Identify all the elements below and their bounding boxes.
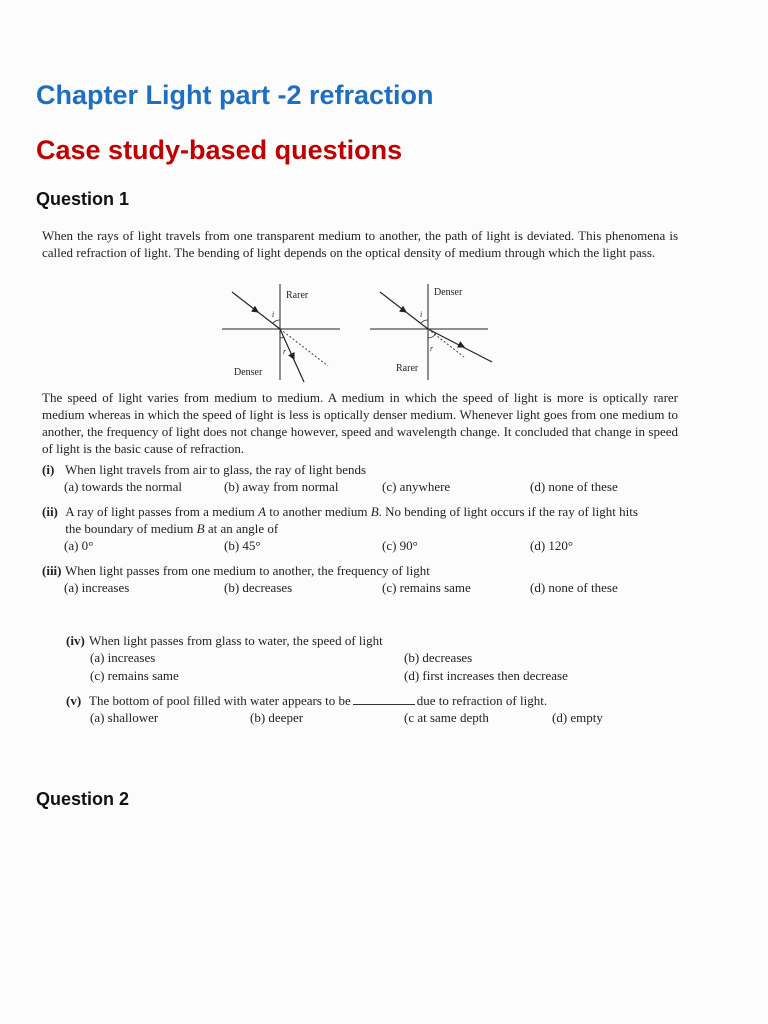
label-incidence-angle: i [272,310,275,319]
option-c[interactable]: (c) remains same [90,668,179,683]
question-2-heading: Question 2 [36,789,130,809]
question-text: A ray of light passes from a medium A to another medium B. No bending of light occurs if the ray of light hits the boundary of medium B at an angle of [65,504,638,536]
option-a[interactable]: (a) increases [64,580,130,595]
option-c[interactable]: (c) 90° [382,538,418,553]
option-b[interactable]: (b) deeper [250,710,304,725]
option-b[interactable]: (b) decreases [404,650,473,665]
option-d[interactable]: (d) none of these [530,479,618,494]
option-c[interactable]: (c) remains same [382,580,471,595]
option-d[interactable]: (d) 120° [530,538,574,553]
options-row [42,537,682,555]
question-number: (iv) [66,633,85,648]
question-number: (i) [42,462,55,477]
question-number: (v) [66,693,82,708]
diagram-denser-to-rarer [370,284,492,380]
question-1-heading: Question 1 [36,189,130,209]
options-row [42,478,682,496]
option-b[interactable]: (b) decreases [224,580,293,595]
option-c[interactable]: (c) anywhere [382,479,451,494]
option-d[interactable]: (d) empty [552,710,603,725]
label-refraction-angle: r [283,347,287,356]
speed-paragraph: The speed of light varies from medium to medium. A medium in which the speed of light is more is optically rarer medium whereas in which the speed of light is less is optically denser medium. Whenever light goes from one medium to another, the frequency of light does not change however, speed and wavelength change. It concluded that change in speed of light is the basic cause of refraction. [42,390,678,456]
question-iii [42,562,682,597]
question-text: When light passes from one medium to another, the frequency of light [65,563,430,578]
question-text: When light travels from air to glass, the ray of light bends [65,462,367,477]
label-refraction-angle: r [430,344,434,353]
label-rarer-bottom: Rarer [396,363,419,374]
question-ii [42,503,682,555]
options-row [66,649,666,667]
question-text: When light passes from glass to water, the speed of light [89,633,383,648]
question-number: (iii) [42,563,62,578]
question-i [42,461,682,496]
option-a[interactable]: (a) increases [90,650,156,665]
options-row [66,709,666,727]
label-denser-bottom: Denser [234,367,263,378]
label-incidence-angle: i [420,310,423,319]
option-b[interactable]: (b) away from normal [224,479,339,494]
diagram-rarer-to-denser [222,284,340,382]
question-text-start: The bottom of pool filled with water appears to be [89,693,351,708]
answer-blank [353,693,415,705]
option-a[interactable]: (a) shallower [90,710,159,725]
option-b[interactable]: (b) 45° [224,538,261,553]
option-a[interactable]: (a) 0° [64,538,94,553]
option-a[interactable]: (a) towards the normal [64,479,183,494]
option-d[interactable]: (d) none of these [530,580,618,595]
label-denser-top: Denser [434,287,463,298]
question-iv [66,632,666,685]
refraction-diagram [220,282,500,382]
section-title: Case study-based questions [36,135,403,165]
chapter-title: Chapter Light part -2 refraction [36,80,434,110]
question-number: (ii) [42,504,58,519]
intro-paragraph: When the rays of light travels from one transparent medium to another, the path of light is deviated. This phenomena is called refraction of light. The bending of light depends on the optical density of medium through which the light pass. [42,228,678,260]
option-d[interactable]: (d) first increases then decrease [404,668,568,683]
options-row [42,579,682,597]
options-row [66,667,666,685]
question-text-end: due to refraction of light. [416,693,548,708]
label-rarer-top: Rarer [286,290,309,301]
option-c[interactable]: (c at same depth [404,710,489,725]
question-v [66,692,666,727]
